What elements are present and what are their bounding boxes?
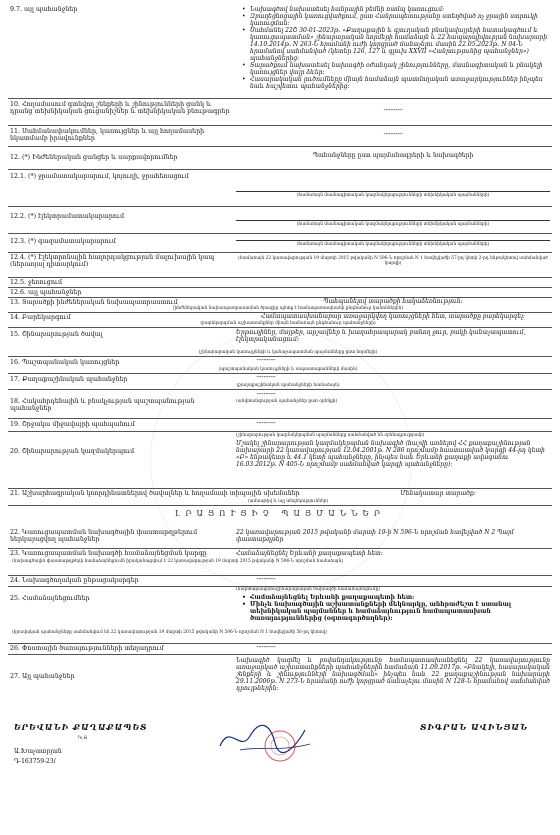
section-note: (ամսաթիվ և այլ տեղեկություններ) [247,499,329,504]
section-9-7 [8,4,552,99]
section-label: 12.4. (*) Էլեկտրոնային հաղորդակցության մալուխային կապ (ներառյալ դիտարկում) [10,254,215,269]
section-value: Մշակել շինարարության կազմակերպման նախագիծ (հաշվի առնելով ՀՀ քաղաքաշինության նախարարի 22 կառավարության 12.04.2001թ. N 286 որոշմամբ հաստատված կարգի 44-րդ կետի «Բ» ենթակետը և 44.1 կետի պահանջները, ինչպես նաև Երևանի քաղաքի ավագանու 16.03.2012թ. N 405-Ն որոշմամբ սահմանված կարգի պահանջները): [236,440,545,468]
section-label: 24. Նախագծողական ընթացակարգեր [10,577,139,584]
section-label: 10. Հողամասում գտնվող շենքերի և շինությունների ցանկ և դրանց տեխնիկական ցուցանիշներ և տեխնիկական բնութագրեր [10,101,230,116]
section-note: (համաձայն մասնագիտական կազմակերպությունների տեխնիկական պայմանների) [296,193,490,198]
section-note: (համաձայն մասնագիտական կազմակերպությունների տեխնիկական պայմանների) [296,242,490,247]
section-value: -------- [256,390,276,398]
list-item: • Տարածքում նախատեսել նախագծի օժանդակ շինությունները, մասնագիտական և բնակելի կառույցներ վայր ձևեր: [242,62,556,76]
section-value: -------- [256,575,276,583]
signatory-name: ՏԻԳՐԱՆ ԱՎԻՆՅԱՆ [420,722,529,732]
section-label: 15. Շինարարության ծավալ [10,331,103,338]
section-value: Պահպանելով տարածքի հակաձեռնություն: [323,298,463,305]
list-item: • Սահմանել 22Շ 30-01-2023թ. «Քաղաքային և գյուղական բնակավայրերի հատակագծում և կառուցապատման» շինարարական նորմերի համաձայն և 22 հապարպիվուրյան նախարարի 14.10.2014թ. N 263-Ն հրամանի ուժի կորցրած ճանաչելու մասին 22.05.2023թ. N 04-Ն հրամանով սահմանված (կետեր 126, 127 և գլուխ XXVII «Հանրությունից պահանջներ») պահանջներից: [242,27,556,62]
section-note: (շինարարության կազմակերպման պայմանները սահմանված են օրենսդրությամբ) [236,433,425,438]
section-label: 18. Հակահրդեհային և բնակչության պաշտպանության պահանջներ [10,398,195,413]
section-12-1 [8,170,552,207]
section-note: (քաղաքաշինական պահանջների համաձայն) [236,383,340,388]
approvals-list [242,594,556,622]
section-22 [8,522,552,549]
fill-line [236,219,550,221]
section-value: -------- [256,373,276,381]
list-item: • Մինչև նախագծային աշխատանքների մեկնարկը, անհրաժեշտ է ստանալ տեխնիկական պայմաններ և համաձայնություն համապատասխան ծառայություններից (օգտագործողներ): [242,601,556,622]
section-label: 17. Քաղաքաշինական պահանջներ [10,376,128,383]
section-21 [8,489,552,506]
section-12-4 [8,253,552,278]
section-note: (նախագծային փաստաթղթերի համաձայնեցումն իրականացվում է 22 կառավարության 19 մարտի 2015 թվականի N 596-Ն որոշման համաձայն) [12,559,343,564]
section-note: (ճարտարապետաշինարարական նախագծի համաձայնեցումը) [236,587,380,592]
list-item: • Զբաղեցնոցային կառուցվածքում, ըստ Հանրապետությանը ստեղծված ոչ ջրային ստրուկի կառուցման: [242,13,556,27]
section-value: Նախագիծ կազմել և բովանդակությունը համապատասխանեցնել 22 կառավարությունը առաջարկած աշխատանքների պահանջներին համաձայն 11.09.2017թ. «Բնակելի, հասարակական շենքերի և շինությունների նախագծման» ինչպես նաև 22 քաղաքաշինության նախարարի 29.11.2006թ. N 273-Ն հրամանի ուժի կորցրած ճանաչելու մասին N 128-Ն հրամանով սահմանված դրույթներին: [236,657,550,692]
section-13 [8,298,552,313]
section-label: 26. Փոստային ծառայությունների տեղադրում [10,645,164,652]
section-label: 22. Կառուցապատման նախագծային փաստաթղթերում ներկայացվող պահանջներ [10,529,198,544]
document-reference: Դ-163759-23/ [14,758,56,765]
section-label: 12.2. (*) էլեկտրամատակարարում [10,213,125,220]
section-value: -------- [256,356,276,364]
section-note: (ինժեներական նախապատրաստման ծրագիր պետք է համապատասխանի ընդհանուր կանոններին) [172,306,404,311]
section-label: 20. Շինարարության կազմակերպում [10,448,135,455]
fill-line [236,190,550,192]
section-label: 12.5. ջեռուցում [10,279,63,286]
section-label: 11. Սահմանափակումներ, կառույցներ և այլ հողամասերի նկատմամբ իրավունքներ [10,128,205,143]
section-note: (անվտանգության պահանջներ ըստ օրենքի) [236,399,338,404]
seal-code: Կ.Տ [78,735,88,741]
official-seal-stamp [262,728,298,764]
section-note: (համաձայն մասնագիտական կազմակերպությունների տեխնիկական պայմանների) [296,222,490,227]
list-item: • Հասարակական լուծումները միայն համաձայն պատմողական առաջարկություններ ինչպես նաև հաշվետու պահանջներից: [242,76,556,90]
section-10 [8,99,552,126]
section-23 [8,549,552,576]
section-label: 12. (*) Ինժեներական ցանցեր և սարքավորումներ [10,154,178,161]
section-27 [8,655,552,717]
section-16 [8,357,552,374]
section-12-3 [8,234,552,253]
section-note: (պաշտպանական կառույցների և ապաստարանների մասին) [218,367,358,372]
section-value: -------- [383,130,403,138]
section-20 [8,432,552,489]
section-label: 9.7. այլ պահանջներ [10,6,78,13]
section-label: 12.6. այլ պահանջներ [10,289,82,296]
section-label: 14. Բարեկարգում [10,314,71,321]
section-value: 22 կառավարության 2015 թվականի մարտի 19-ի N 596-Ն որոշման հավելված N 2 Պայմ փաստաթղթեր [236,529,514,543]
section-label: 21. Աշխարհագրական կոորդինատներով ծավալներ և հողամասի տիպային սխեմաներ [10,490,300,497]
section-label: 12.1. (*) ջրամատակարարում, կոյուղի, ջրահեռացում [10,173,189,180]
requirements-list [242,6,556,90]
issuer-organization: ԵՐԵՎԱՆԻ ՔԱՂԱՔԱՊԵՏ [14,722,148,732]
executor-name: Ա.Խաչատրյան [14,748,62,755]
section-note: (իրավական պահանջները սահմանվում են 22 կառավարության 19 մարտի 2015 թվականի N 596-Ն որոշման N 1 հավելվածի 56-րդ կետով) [12,630,328,635]
list-item: • Համաձայնեցնել Երևանի քաղաքապետի հետ: [242,594,556,601]
section-12 [8,147,552,170]
fill-line [236,239,550,241]
section-label: 16. Պաշտպանական կառույցներ [10,359,120,366]
section-11 [8,126,552,147]
section-14 [8,313,552,328]
section-value: Երթուղիներ, մայթեր, արշավներ և խաղահրապարակ բանող ջուր, բակի կանաչապատում, էլեկտրականացում: [236,329,526,343]
section-19 [8,419,552,432]
section-label: 12.3. (*) գազամատակարարում [10,238,116,245]
section-note: (շինարարական կառույցների և կանաչապատման պայմանները ըստ նորմերի) [198,350,378,355]
section-12-6 [8,288,552,298]
section-24 [8,576,552,587]
section-label: 25. Համաձայնեցումներ [10,595,90,602]
section-25 [8,587,552,644]
section-18 [8,390,552,419]
section-value: Համաձայնեցնել Երևանի քաղաքապետի հետ: [236,550,383,557]
section-value: -------- [256,643,276,651]
section-15 [8,328,552,357]
section-label: 19. Շրջակա միջավայրի պահպանում [10,421,135,428]
section-26 [8,644,552,655]
section-12-2 [8,207,552,234]
list-item: • Նախագծով նախատեսել հանրային բեմնի ռամպ կառուցում: [242,6,556,13]
section-value: Պահանջները ըստ պայմանագրերի և նախագծերի [312,152,474,159]
supplementary-conditions-heading: ԼՐԱՑՈՒՑԻՉ ՊԱՅՄԱՆՆԵՐ [174,509,386,518]
section-label: 13. Տարածքի ինժեներական նախապատրաստում [10,299,178,306]
section-note: (համաձայն 22 կառավարության 19 մարտի 2015 թվականի N 596-Ն որոշման N 1 հավելվածի 57-րդ կետի 2-րդ ենթակետով սահմանված կարգի) [238,256,548,266]
section-value: -------- [256,419,276,427]
section-value: -------- [383,106,403,114]
section-value: Համապատասխանաբար առաջարկվող կառույցների հետ, տարածքը բարեկարգել: [261,313,525,320]
section-label: 23. Կառուցապատման նախագծի համաձայնեցման կարգը [10,550,207,557]
section-12-5 [8,278,552,288]
section-17 [8,374,552,390]
section-value: Մենակատար տարածք: [400,490,476,497]
section-note: (բարեկարգման աշխատանքներ միայն համաձայն ընդհանուր պահանջների) [200,321,376,326]
section-label: 27. Այլ պահանջներ [10,673,75,680]
